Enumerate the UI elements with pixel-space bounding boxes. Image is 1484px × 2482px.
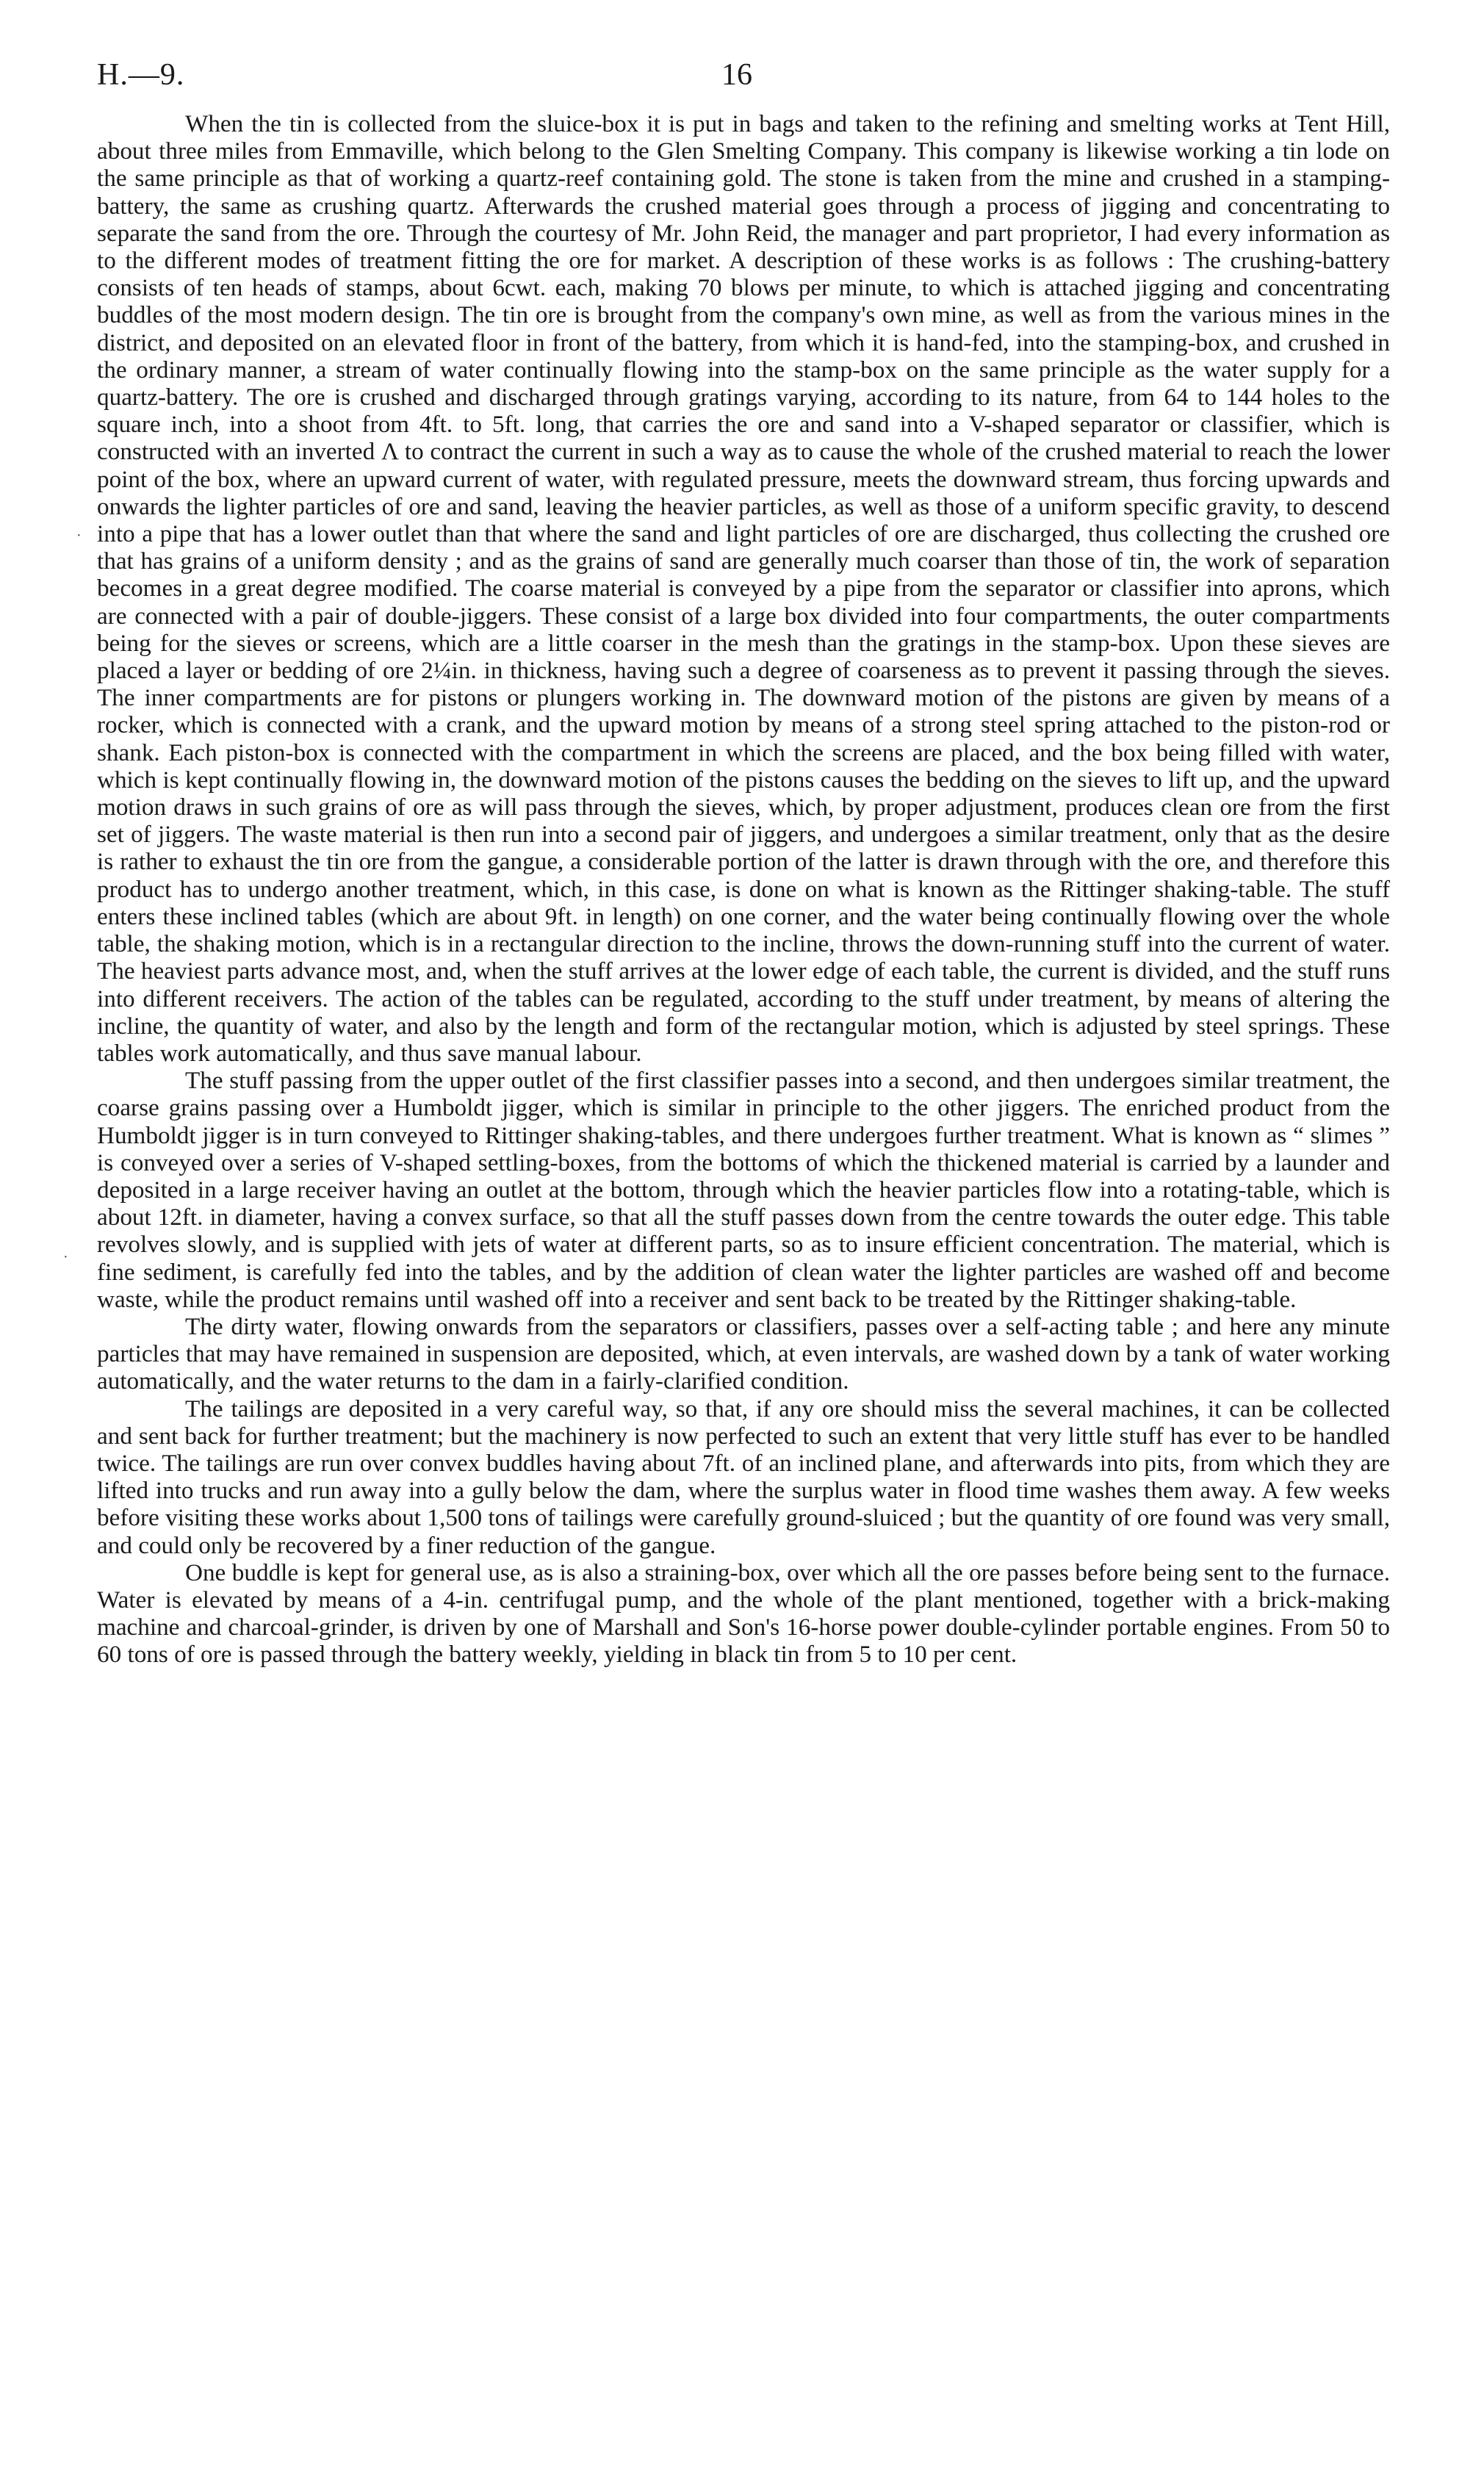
paragraph-dirty-water: The dirty water, flowing onwards from the separators or classifiers, passes over a self-acting table ; and here any minute particles that may have remained in suspension are deposited, which, at even intervals, are washed down by a tank of water working automatically, and the water returns to the dam in a fairly-clarified condition. (97, 1312, 1390, 1395)
document-code: H.—9. (97, 58, 185, 92)
paragraph-buddle-plant: One buddle is kept for general use, as is also a straining-box, over which all the ore passes before being sent to the furnace. Water is elevated by means of a 4-in. centrifugal pump, and the whole of the plant mentioned, together with a brick-making machine and charcoal-grinder, is driven by one of Marshall and Son's 16-horse power double-cylinder portable engines. From 50 to 60 tons of ore is passed through the battery weekly, yielding in black tin from 5 to 10 per cent. (97, 1558, 1390, 1669)
margin-speck: · (63, 1249, 68, 1265)
page-header (97, 57, 1390, 109)
paragraph-tailings: The tailings are deposited in a very careful way, so that, if any ore should miss the several machines, it can be collected and sent back for further treatment; but the machinery is now perfected to such an extent that very little stuff has ever to be handled twice. The tailings are run over convex buddles having about 7ft. of an inclined plane, and afterwards into pits, from which they are lifted into trucks and run away into a gully below the dam, where the surplus water in flood time washes them away. A few weeks before visiting these works about 1,500 tons of tailings were carefully ground-sluiced ; but the quantity of ore found was very small, and could only be recovered by a finer reduction of the gangue. (97, 1395, 1390, 1559)
paragraph-second-classifier: The stuff passing from the upper outlet of the first classifier passes into a second, and then undergoes similar treatment, the coarse grains passing over a Humboldt jigger, which is similar in principle to the other jiggers. The enriched product from the Humboldt jigger is in turn conveyed to Rittinger shaking-tables, and there undergoes further treatment. What is known as “ slimes ” is conveyed over a series of V-shaped settling-boxes, from the bottoms of which the thickened material is carried by a launder and deposited in a large receiver having an outlet at the bottom, through which the heavier particles flow into a rotating-table, which is about 12ft. in diameter, having a convex surface, so that all the stuff passes down from the centre towards the outer edge. This table revolves slowly, and is supplied with jets of water at different parts, so as to insure efficient concentration. The material, which is fine sediment, is carefully fed into the tables, and by the addition of clean water the lighter particles are washed off and become waste, while the product remains until washed off into a receiver and sent back to be treated by the Rittinger shaking-table. (97, 1067, 1390, 1313)
margin-speck: · (76, 528, 82, 544)
page-number: 16 (721, 58, 752, 92)
report-body (97, 110, 1390, 1669)
paragraph-crushing-battery: When the tin is collected from the sluice-box it is put in bags and taken to the refining and smelting works at Tent Hill, about three miles from Emmaville, which belong to the Glen Smelting Company. This company is likewise working a tin lode on the same principle as that of working a quartz-reef containing gold. The stone is taken from the mine and crushed in a stamping-battery, the same as crushing quartz. Afterwards the crushed material goes through a process of jigging and concentrating to separate the sand from the ore. Through the courtesy of Mr. John Reid, the manager and part proprietor, I had every information as to the different modes of treatment fitting the ore for market. A description of these works is as follows : The crushing-battery consists of ten heads of stamps, about 6cwt. each, making 70 blows per minute, to which is attached jigging and concentrating buddles of the most modern design. The tin ore is brought from the company's own mine, as well as from the various mines in the district, and deposited on an elevated floor in front of the battery, from which it is hand-fed, into the stamping-box, and crushed in the ordinary manner, a stream of water continually flowing into the stamp-box on the same principle as the water supply for a quartz-battery. The ore is crushed and discharged through gratings varying, according to its nature, from 64 to 144 holes to the square inch, into a shoot from 4ft. to 5ft. long, that carries the ore and sand into a V-shaped separator or classifier, which is constructed with an inverted Λ to contract the current in such a way as to cause the whole of the crushed material to reach the lower point of the box, where an upward current of water, with regulated pressure, meets the downward stream, thus forcing upwards and onwards the lighter particles of ore and sand, leaving the heavier particles, as well as those of a uniform specific gravity, to descend into a pipe that has a lower outlet than that where the sand and light particles of ore are discharged, thus collecting the crushed ore that has grains of a uniform density ; and as the grains of sand are generally much coarser than those of tin, the work of separation becomes in a great degree modified. The coarse material is conveyed by a pipe from the separator or classifier into aprons, which are connected with a pair of double-jiggers. These consist of a large box divided into four compartments, the outer compartments being for the sieves or screens, which are a little coarser in the mesh than the gratings in the stamp-box. Upon these sieves are placed a layer or bedding of ore 2¼in. in thickness, having such a degree of coarseness as to prevent it passing through the sieves. The inner compartments are for pistons or plungers working in. The downward motion of the pistons are given by means of a rocker, which is connected with a crank, and the upward motion by means of a strong steel spring attached to the piston-rod or shank. Each piston-box is connected with the compartment in which the screens are placed, and the box being filled with water, which is kept continually flowing in, the downward motion of the pistons causes the bedding on the sieves to lift up, and the upward motion draws in such grains of ore as will pass through the sieves, which, by proper adjustment, produces clean ore from the first set of jiggers. The waste material is then run into a second pair of jiggers, and undergoes a similar treatment, only that as the desire is rather to exhaust the tin ore from the gangue, a considerable portion of the latter is drawn through with the ore, and therefore this product has to undergo another treatment, which, in this case, is done on what is known as the Rittinger shaking-table. The stuff enters these inclined tables (which are about 9ft. in length) on one corner, and the water being continually flowing over the whole table, the shaking motion, which is in a rectangular direction to the incline, throws the down-running stuff into the current of water. The heaviest parts advance most, and, when the stuff arrives at the lower edge of each table, the current is divided, and the stuff runs into different receivers. The action of the tables can be regulated, according to the stuff under treatment, by means of altering the incline, the quantity of water, and also by the length and form of the rectangular motion, which is adjusted by steel springs. These tables work automatically, and thus save manual labour. (97, 110, 1390, 1067)
